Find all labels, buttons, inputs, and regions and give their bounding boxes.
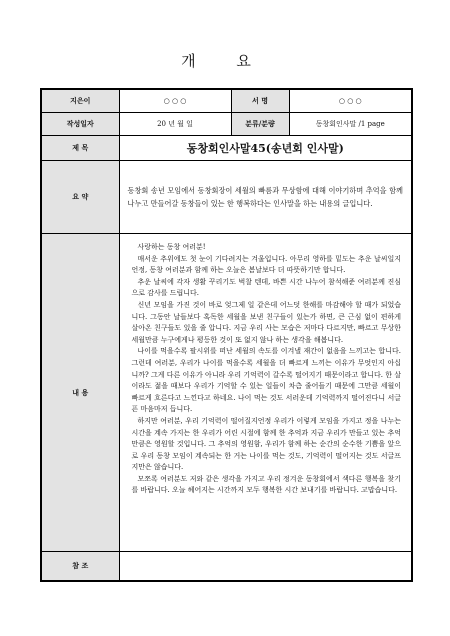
category-value: 동창회인사말 /1 page <box>289 113 412 136</box>
category-label: 분류/분량 <box>231 113 289 136</box>
content-row <box>41 234 412 552</box>
reference-value <box>119 552 412 582</box>
summary-value: 동창회 송년 모임에서 동창회장이 세월의 빠름과 무상함에 대해 이야기하며 추억을 함께 나누고 만들어갈 동창들이 있는 한 행복하다는 인사말을 하는 내용의 글입니다. <box>119 161 412 234</box>
content-paragraph: 추운 날씨에 각자 생활 꾸리기도 벅찰 텐데, 바쁜 시간 나누어 참석해준 여러분께 진심으로 감사를 드립니다. <box>131 277 401 298</box>
author-label: 지은이 <box>41 89 119 113</box>
content-paragraph: 사랑하는 동창 여러분! <box>137 243 206 251</box>
content-paragraph: 하지만 여러분, 우리 기억력이 떨어질지언정 우리가 이렇게 모임을 가지고 정을 나누는 시간을 계속 가지는 한 우리가 어린 시절에 함께 한 추억과 지금 우리가 만들고 있는 추억만큼은 영원할 것입니다. 그 추억의 영원함, 우리가 함께 하는 순간의 순수한 기쁨을 앞으로 우리 동창 모임이 계속되는 한 거는 나이를 먹는 것도, 기억력이 떨어지는 것도 서글프지만은 않습니다. <box>131 416 401 472</box>
author-value: ○ ○ ○ <box>119 89 231 113</box>
content-body <box>119 234 412 552</box>
subject-value: 동창회인사말45(송년회 인사말) <box>119 136 412 161</box>
summary-label: 요 약 <box>41 161 119 234</box>
content-label: 내 용 <box>41 234 119 552</box>
signature-label: 서 명 <box>231 89 289 113</box>
author-row <box>41 89 412 113</box>
content-paragraph: 매서운 추위에도 첫 눈이 기다려지는 겨울입니다. 아무리 영하를 밑도는 추운 날씨일지언정, 동창 여러분과 함께 하는 오늘은 봄날보다 더 따뜻하기만 합니다. <box>131 254 401 275</box>
date-row <box>41 113 412 136</box>
content-paragraph: 나이를 먹을수록 팔시위를 떠난 세월의 속도를 이겨낼 재간이 없음을 느끼고는 합니다. 그런데 여러분, 우리가 나이를 먹을수록 세월을 더 빠르게 느끼는 이유가 무엇인지 아십니까? 그게 다른 이유가 아니라 우리 기억력이 갈수록 떨어지기 때문이라고 합니다. 한 살이라도 젊을 때보다 우리가 기억할 수 있는 일들이 차츰 줄어들기 때문에 그만큼 세월이 빠르게 흐른다고 느낀다고 하네요. 나이 먹는 것도 서러운데 기억력까지 떨어진다니 서글픈 마음마저 듭니다. <box>131 347 401 414</box>
subject-row <box>41 136 412 161</box>
document-form-table <box>40 88 413 582</box>
reference-row <box>41 552 412 582</box>
content-paragraph: 신년 모임을 가진 것이 바로 엊그제 일 같은데 어느덧 한해를 마감해야 할 때가 되었습니다. 그동안 날들보다 혹독한 세월을 보낸 친구들이 있는가 하면, 큰 근심 없이 편하게 살아온 친구들도 있을 줄 압니다. 지금 우리 사는 모습은 저마다 다르지만, 빠르고 무상한 세월만큼 누구에게나 평등한 것이 또 없지 않나 하는 생각을 해봅니다. <box>131 300 401 344</box>
date-value: 20 년 월 일 <box>119 113 231 136</box>
summary-row <box>41 161 412 234</box>
reference-label: 참 조 <box>41 552 119 582</box>
page-title: 개 요 <box>181 52 269 70</box>
signature-value: ○ ○ ○ <box>289 89 412 113</box>
subject-label: 제 목 <box>41 136 119 161</box>
date-label: 작성일자 <box>41 113 119 136</box>
content-paragraph: 모쪼록 여러분도 저와 같은 생각을 가지고 우리 정겨운 동창회에서 색다른 행복을 찾기를 바랍니다. 오늘 헤어지는 시간까지 모두 행복한 시간 보내기를 바랍니다. 고맙습니다. <box>131 474 401 495</box>
